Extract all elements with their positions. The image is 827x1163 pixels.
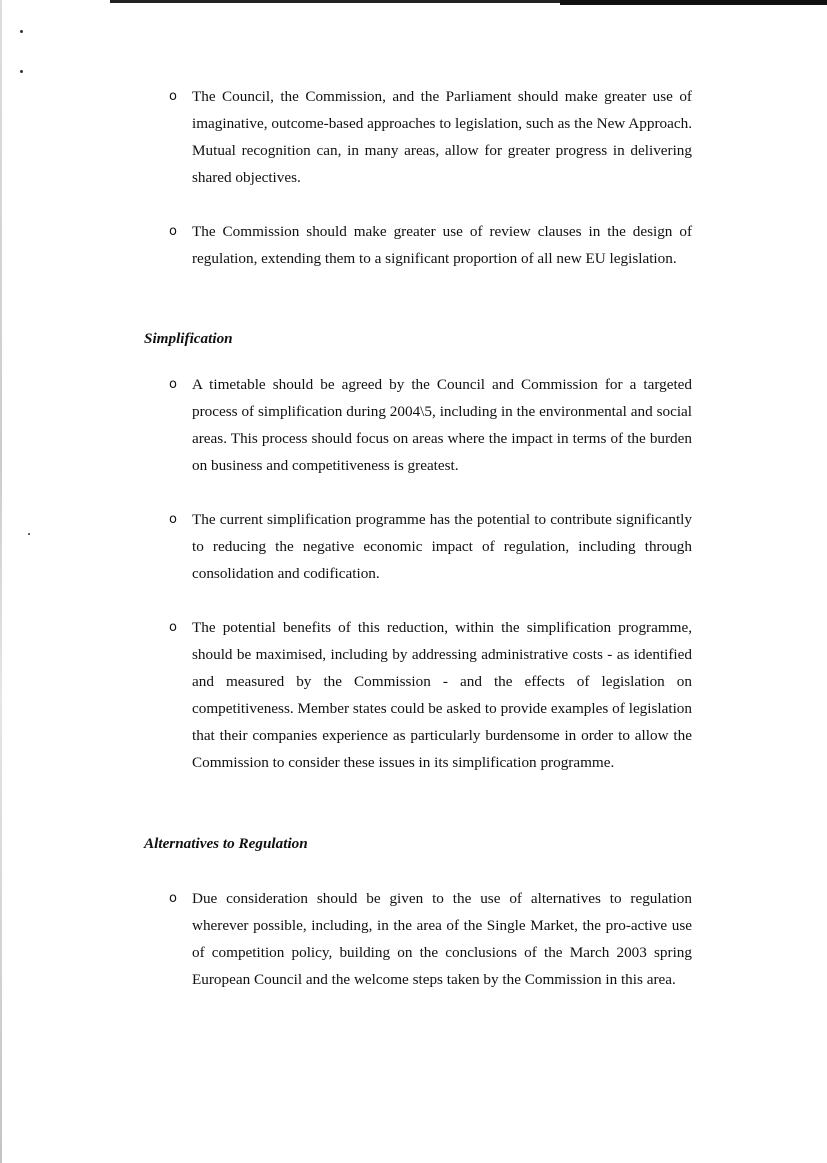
bullet-marker: o <box>169 89 177 104</box>
bullet-marker: o <box>169 224 177 239</box>
bullet-text: The current simplification programme has the potential to contribute significantly to reducing the negative economic impact of regulation, including through consolidation and codification. <box>192 511 692 582</box>
heading-simplification: Simplification <box>144 330 233 347</box>
bullet-marker: o <box>169 512 177 527</box>
bullet-potential-benefits <box>169 614 692 776</box>
scan-speck <box>28 533 30 535</box>
scan-speck <box>20 70 23 73</box>
scan-left-edge <box>0 0 2 1163</box>
bullet-alternatives <box>169 885 692 993</box>
bullet-marker: o <box>169 620 177 635</box>
bullet-text: The Council, the Commission, and the Parliament should make greater use of imaginative, outcome-based approaches to legislation, such as the New Approach. Mutual recognition can, in many areas, allow for greater progress in delivering shared objectives. <box>192 88 692 186</box>
bullet-text: Due consideration should be given to the use of alternatives to regulation wherever possible, including, in the area of the Single Market, the pro-active use of competition policy, building on the conclusions of the March 2003 spring European Council and the welcome steps taken by the Commission in this area. <box>192 890 692 988</box>
scan-speck <box>20 30 23 33</box>
bullet-text: A timetable should be agreed by the Council and Commission for a targeted process of simplification during 2004\5, including in the environmental and social areas. This process should focus on areas where the impact in terms of the burden on business and competitiveness is greatest. <box>192 376 692 474</box>
bullet-review-clauses <box>169 218 692 272</box>
bullet-marker: o <box>169 891 177 906</box>
bullet-simplification-programme <box>169 506 692 587</box>
bullet-outcome-based-approaches <box>169 83 692 191</box>
bullet-text: The potential benefits of this reduction, within the simplification programme, should be maximised, including by addressing administrative costs - as identified and measured by the Commission - and the effects of legislation on competitiveness. Member states could be asked to provide examples of legislation that their companies experience as particularly burdensome in order to allow the Commission to consider these issues in its simplification programme. <box>192 619 692 771</box>
bullet-text: The Commission should make greater use of review clauses in the design of regulation, extending them to a significant proportion of all new EU legislation. <box>192 223 692 267</box>
scan-top-rule-thick <box>560 0 827 5</box>
heading-alternatives-to-regulation: Alternatives to Regulation <box>144 835 308 852</box>
bullet-simplification-timetable <box>169 371 692 479</box>
bullet-marker: o <box>169 377 177 392</box>
